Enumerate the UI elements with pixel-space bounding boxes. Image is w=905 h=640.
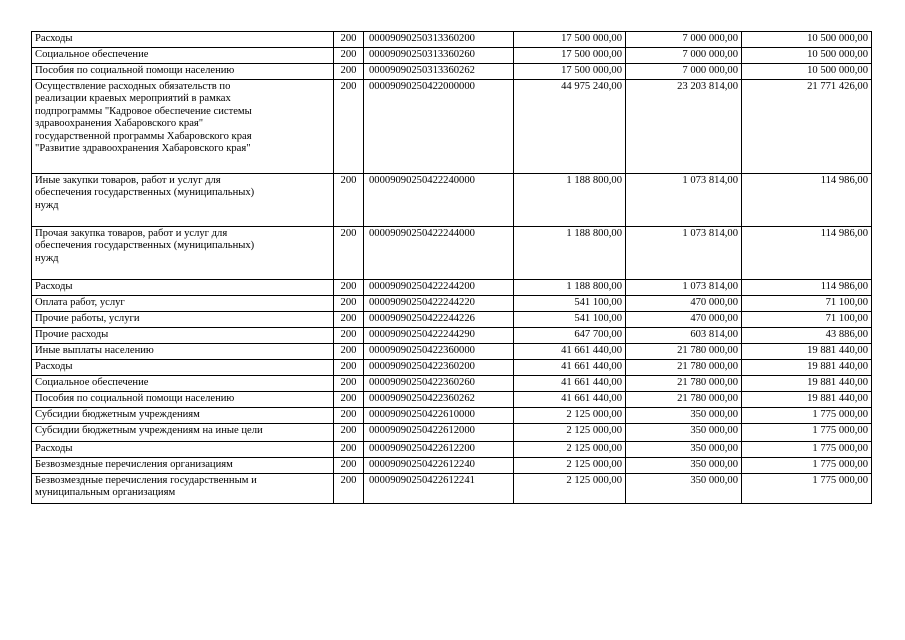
table-row (32, 376, 872, 392)
row-executed-cell: 1 073 814,00 (626, 280, 742, 296)
table-row (32, 48, 872, 64)
row-remaining-cell: 19 881 440,00 (742, 360, 872, 376)
row-remaining-cell: 1 775 000,00 (742, 442, 872, 458)
row-approved-cell: 2 125 000,00 (514, 458, 626, 474)
row-approved-cell: 2 125 000,00 (514, 474, 626, 504)
row-approved-cell: 2 125 000,00 (514, 442, 626, 458)
row-remaining-cell: 21 771 426,00 (742, 80, 872, 174)
row-approved-cell: 541 100,00 (514, 312, 626, 328)
row-remaining-cell: 1 775 000,00 (742, 474, 872, 504)
row-code-cell: 200 (334, 376, 364, 392)
table-row (32, 227, 872, 280)
table-row (32, 474, 872, 504)
row-executed-cell: 470 000,00 (626, 312, 742, 328)
row-kbk-cell: 00009090250313360260 (364, 48, 514, 64)
row-executed-cell: 350 000,00 (626, 458, 742, 474)
row-executed-cell: 350 000,00 (626, 424, 742, 442)
table-row (32, 458, 872, 474)
row-kbk-cell: 00009090250313360200 (364, 32, 514, 48)
row-executed-cell: 21 780 000,00 (626, 344, 742, 360)
table-row (32, 360, 872, 376)
row-executed-cell: 7 000 000,00 (626, 32, 742, 48)
row-executed-cell: 350 000,00 (626, 442, 742, 458)
row-kbk-cell: 00009090250422244290 (364, 328, 514, 344)
row-remaining-cell: 19 881 440,00 (742, 392, 872, 408)
table-row (32, 280, 872, 296)
row-code-cell: 200 (334, 344, 364, 360)
row-code-cell: 200 (334, 174, 364, 227)
row-name-cell: Расходы (32, 360, 334, 376)
budget-execution-table (31, 31, 872, 504)
row-executed-cell: 603 814,00 (626, 328, 742, 344)
table-row (32, 424, 872, 442)
row-remaining-cell: 114 986,00 (742, 174, 872, 227)
row-executed-cell: 21 780 000,00 (626, 360, 742, 376)
row-remaining-cell: 19 881 440,00 (742, 376, 872, 392)
row-executed-cell: 1 073 814,00 (626, 227, 742, 280)
row-code-cell: 200 (334, 280, 364, 296)
table-row (32, 408, 872, 424)
table-row (32, 80, 872, 174)
row-kbk-cell: 00009090250422612000 (364, 424, 514, 442)
row-code-cell: 200 (334, 442, 364, 458)
row-code-cell: 200 (334, 296, 364, 312)
row-name-cell: Субсидии бюджетным учреждениям (32, 408, 334, 424)
row-kbk-cell: 00009090250422360000 (364, 344, 514, 360)
row-kbk-cell: 00009090250422244200 (364, 280, 514, 296)
row-code-cell: 200 (334, 392, 364, 408)
row-kbk-cell: 00009090250422244220 (364, 296, 514, 312)
row-approved-cell: 44 975 240,00 (514, 80, 626, 174)
budget-execution-table-page (31, 31, 872, 504)
row-remaining-cell: 1 775 000,00 (742, 408, 872, 424)
row-remaining-cell: 43 886,00 (742, 328, 872, 344)
row-kbk-cell: 00009090250422610000 (364, 408, 514, 424)
row-kbk-cell: 00009090250422000000 (364, 80, 514, 174)
row-remaining-cell: 10 500 000,00 (742, 32, 872, 48)
row-approved-cell: 1 188 800,00 (514, 280, 626, 296)
row-kbk-cell: 00009090250422240000 (364, 174, 514, 227)
row-executed-cell: 350 000,00 (626, 408, 742, 424)
row-remaining-cell: 71 100,00 (742, 312, 872, 328)
table-row (32, 328, 872, 344)
row-executed-cell: 7 000 000,00 (626, 64, 742, 80)
row-executed-cell: 23 203 814,00 (626, 80, 742, 174)
table-body (32, 32, 872, 504)
table-row (32, 442, 872, 458)
row-approved-cell: 17 500 000,00 (514, 32, 626, 48)
row-kbk-cell: 00009090250422244000 (364, 227, 514, 280)
row-kbk-cell: 00009090250422612200 (364, 442, 514, 458)
row-approved-cell: 41 661 440,00 (514, 376, 626, 392)
row-code-cell: 200 (334, 474, 364, 504)
row-code-cell: 200 (334, 227, 364, 280)
row-approved-cell: 647 700,00 (514, 328, 626, 344)
row-code-cell: 200 (334, 328, 364, 344)
row-name-cell: Осуществление расходных обязательств по реализации краевых мероприятий в рамках подпрограммы "Кадровое обеспечение системы здравоохранения Хабаровского края" государственной программы Хабаровского края "Развитие здравоохранения Хабаровского края" (32, 80, 334, 174)
row-approved-cell: 1 188 800,00 (514, 174, 626, 227)
row-approved-cell: 541 100,00 (514, 296, 626, 312)
row-approved-cell: 17 500 000,00 (514, 64, 626, 80)
table-row (32, 296, 872, 312)
row-code-cell: 200 (334, 408, 364, 424)
row-kbk-cell: 00009090250422360200 (364, 360, 514, 376)
row-executed-cell: 350 000,00 (626, 474, 742, 504)
row-executed-cell: 1 073 814,00 (626, 174, 742, 227)
row-name-cell: Оплата работ, услуг (32, 296, 334, 312)
row-kbk-cell: 00009090250422360262 (364, 392, 514, 408)
row-remaining-cell: 19 881 440,00 (742, 344, 872, 360)
row-kbk-cell: 00009090250422612241 (364, 474, 514, 504)
row-approved-cell: 2 125 000,00 (514, 408, 626, 424)
row-kbk-cell: 00009090250422360260 (364, 376, 514, 392)
row-remaining-cell: 10 500 000,00 (742, 48, 872, 64)
table-row (32, 392, 872, 408)
row-name-cell: Социальное обеспечение (32, 376, 334, 392)
row-name-cell: Прочие работы, услуги (32, 312, 334, 328)
row-name-cell: Прочие расходы (32, 328, 334, 344)
row-executed-cell: 21 780 000,00 (626, 392, 742, 408)
row-name-cell: Расходы (32, 32, 334, 48)
row-name-cell: Прочая закупка товаров, работ и услуг для обеспечения государственных (муниципальных) нужд (32, 227, 334, 280)
row-kbk-cell: 00009090250422244226 (364, 312, 514, 328)
row-remaining-cell: 71 100,00 (742, 296, 872, 312)
row-name-cell: Иные закупки товаров, работ и услуг для обеспечения государственных (муниципальных) нужд (32, 174, 334, 227)
row-executed-cell: 470 000,00 (626, 296, 742, 312)
row-code-cell: 200 (334, 312, 364, 328)
row-remaining-cell: 1 775 000,00 (742, 424, 872, 442)
row-kbk-cell: 00009090250422612240 (364, 458, 514, 474)
row-name-cell: Расходы (32, 442, 334, 458)
row-code-cell: 200 (334, 64, 364, 80)
row-name-cell: Пособия по социальной помощи населению (32, 392, 334, 408)
table-row (32, 32, 872, 48)
row-name-cell: Безвозмездные перечисления государственным и муниципальным организациям (32, 474, 334, 504)
row-kbk-cell: 00009090250313360262 (364, 64, 514, 80)
row-approved-cell: 41 661 440,00 (514, 392, 626, 408)
table-row (32, 174, 872, 227)
row-name-cell: Иные выплаты населению (32, 344, 334, 360)
row-executed-cell: 21 780 000,00 (626, 376, 742, 392)
row-remaining-cell: 114 986,00 (742, 280, 872, 296)
row-name-cell: Социальное обеспечение (32, 48, 334, 64)
row-approved-cell: 1 188 800,00 (514, 227, 626, 280)
table-row (32, 312, 872, 328)
row-approved-cell: 17 500 000,00 (514, 48, 626, 64)
row-remaining-cell: 10 500 000,00 (742, 64, 872, 80)
row-approved-cell: 41 661 440,00 (514, 344, 626, 360)
row-executed-cell: 7 000 000,00 (626, 48, 742, 64)
row-approved-cell: 2 125 000,00 (514, 424, 626, 442)
row-code-cell: 200 (334, 48, 364, 64)
row-code-cell: 200 (334, 32, 364, 48)
row-code-cell: 200 (334, 424, 364, 442)
table-row (32, 344, 872, 360)
row-approved-cell: 41 661 440,00 (514, 360, 626, 376)
row-code-cell: 200 (334, 80, 364, 174)
table-row (32, 64, 872, 80)
row-name-cell: Пособия по социальной помощи населению (32, 64, 334, 80)
row-name-cell: Расходы (32, 280, 334, 296)
row-name-cell: Безвозмездные перечисления организациям (32, 458, 334, 474)
row-code-cell: 200 (334, 458, 364, 474)
row-remaining-cell: 1 775 000,00 (742, 458, 872, 474)
row-name-cell: Субсидии бюджетным учреждениям на иные цели (32, 424, 334, 442)
row-code-cell: 200 (334, 360, 364, 376)
row-remaining-cell: 114 986,00 (742, 227, 872, 280)
